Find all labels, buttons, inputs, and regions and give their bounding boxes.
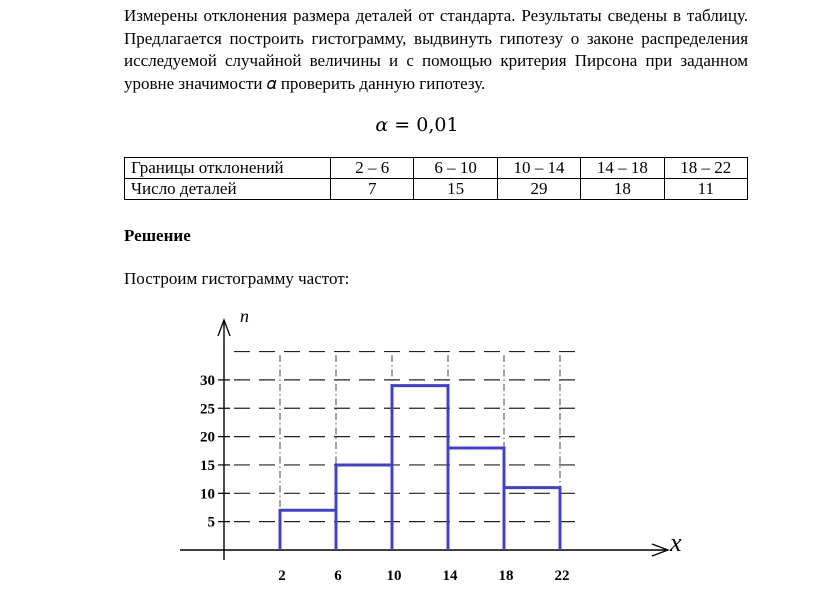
alpha-symbol: 𝛼	[375, 114, 389, 136]
x-tick-label: 18	[498, 568, 514, 584]
solution-heading: Решение	[124, 226, 191, 245]
problem-line-2: таблицу. Предлагается построить гистограмму, выдвинуть гипотезу о законе	[124, 6, 748, 48]
x-tick-label: 22	[554, 568, 570, 584]
count-cell: 7	[331, 179, 414, 200]
problem-line-4: Пирсона при заданном уровне значимости 𝛼 проверить данную гипотезу.	[124, 51, 749, 93]
grid	[234, 352, 580, 550]
y-tick-label: 25	[200, 401, 215, 418]
y-tick-label: 20	[200, 429, 215, 446]
y-axis-label: n	[240, 306, 249, 326]
interval-cell: 14 – 18	[581, 158, 664, 179]
interval-cell: 6 – 10	[414, 158, 497, 179]
bars	[280, 386, 560, 550]
x-tick-label: 10	[386, 568, 402, 584]
y-tick-label: 30	[200, 372, 215, 389]
count-cell: 29	[497, 179, 580, 200]
problem-line-3: распределения исследуемой случайной величины и с помощью критерия	[124, 28, 749, 70]
interval-cell: 2 – 6	[331, 158, 414, 179]
histogram-bar	[392, 386, 448, 550]
table-count-label: Число деталей	[125, 179, 331, 200]
histogram-bar	[336, 465, 392, 550]
x-tick-label: 14	[442, 568, 458, 584]
x-tick-label: 2	[278, 568, 286, 584]
y-tick-label: 5	[207, 514, 215, 531]
alpha-value: = 0,01	[388, 114, 459, 136]
axes	[180, 320, 668, 560]
tick-labels	[200, 306, 682, 584]
x-tick-label: 6	[334, 568, 342, 584]
count-cell: 11	[664, 179, 747, 200]
histogram-intro: Построим гистограмму частот:	[124, 269, 350, 288]
problem-line-1: Измерены отклонения размера деталей от стандарта. Результаты сведены в	[124, 6, 681, 25]
y-tick-label: 10	[200, 486, 215, 503]
y-tick-label: 15	[200, 457, 215, 474]
table-header-label: Границы отклонений	[125, 158, 331, 179]
count-cell: 18	[581, 179, 664, 200]
interval-cell: 18 – 22	[664, 158, 747, 179]
count-cell: 15	[414, 179, 497, 200]
histogram-bar	[504, 488, 560, 550]
interval-cell: 10 – 14	[497, 158, 580, 179]
histogram-bar	[448, 448, 504, 550]
histogram-bar	[280, 510, 336, 550]
x-axis-label: x	[670, 528, 682, 557]
